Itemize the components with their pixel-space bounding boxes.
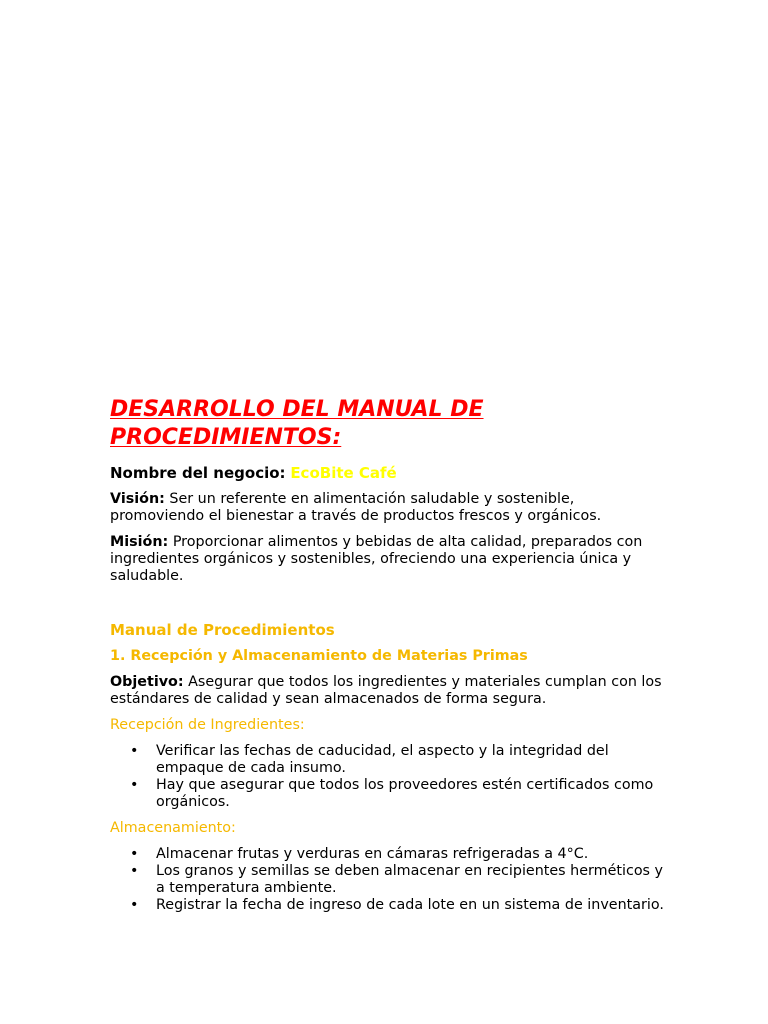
list-item-text: Verificar las fechas de caducidad, el aspecto y la integridad del empaque de cada insumo. [156,743,609,776]
vision-label: Visión: [110,491,165,507]
list-item-text: Almacenar frutas y verduras en cámaras refrigeradas a 4°C. [156,846,589,862]
bullet-icon: • [130,743,139,759]
business-name-line [110,465,670,482]
list-item-text: Registrar la fecha de ingreso de cada lote en un sistema de inventario. [156,897,664,913]
mission-label: Misión: [110,534,169,550]
reception-heading: Recepción de Ingredientes: [110,717,305,733]
vision-text: Ser un referente en alimentación saludable y sostenible, promoviendo el bienestar a través de productos frescos y orgánicos. [110,491,602,524]
list-item-text: Hay que asegurar que todos los proveedores estén certificados como orgánicos. [156,777,654,810]
document-page [110,396,670,914]
reception-list [110,743,670,811]
list-item-text: Los granos y semillas se deben almacenar en recipientes herméticos y a temperatura ambiente. [156,863,664,896]
objective-text: Asegurar que todos los ingredientes y materiales cumplan con los estándares de calidad y sean almacenados de forma segura. [110,674,662,707]
mission-text: Proporcionar alimentos y bebidas de alta calidad, preparados con ingredientes orgánicos y sostenibles, ofreciendo una experiencia única y saludable. [110,534,643,584]
manual-heading: Manual de Procedimientos [110,621,335,639]
bullet-icon: • [130,846,139,862]
document-title: DESARROLLO DEL MANUAL DE PROCEDIMIENTOS: [110,397,484,450]
business-name-value: EcoBite Café [290,464,397,482]
list-item [110,846,670,863]
vision-paragraph [110,491,670,525]
section-1-heading: 1. Recepción y Almacenamiento de Materias Primas [110,648,528,664]
mission-paragraph [110,534,670,585]
business-name-label: Nombre del negocio: [110,464,286,482]
list-item [110,743,670,777]
list-item [110,863,670,897]
list-item [110,897,670,914]
storage-heading: Almacenamiento: [110,820,236,836]
objective-paragraph [110,674,670,708]
bullet-icon: • [130,863,139,879]
objective-label: Objetivo: [110,674,184,690]
storage-list [110,846,670,914]
bullet-icon: • [130,777,139,793]
list-item [110,777,670,811]
bullet-icon: • [130,897,139,913]
